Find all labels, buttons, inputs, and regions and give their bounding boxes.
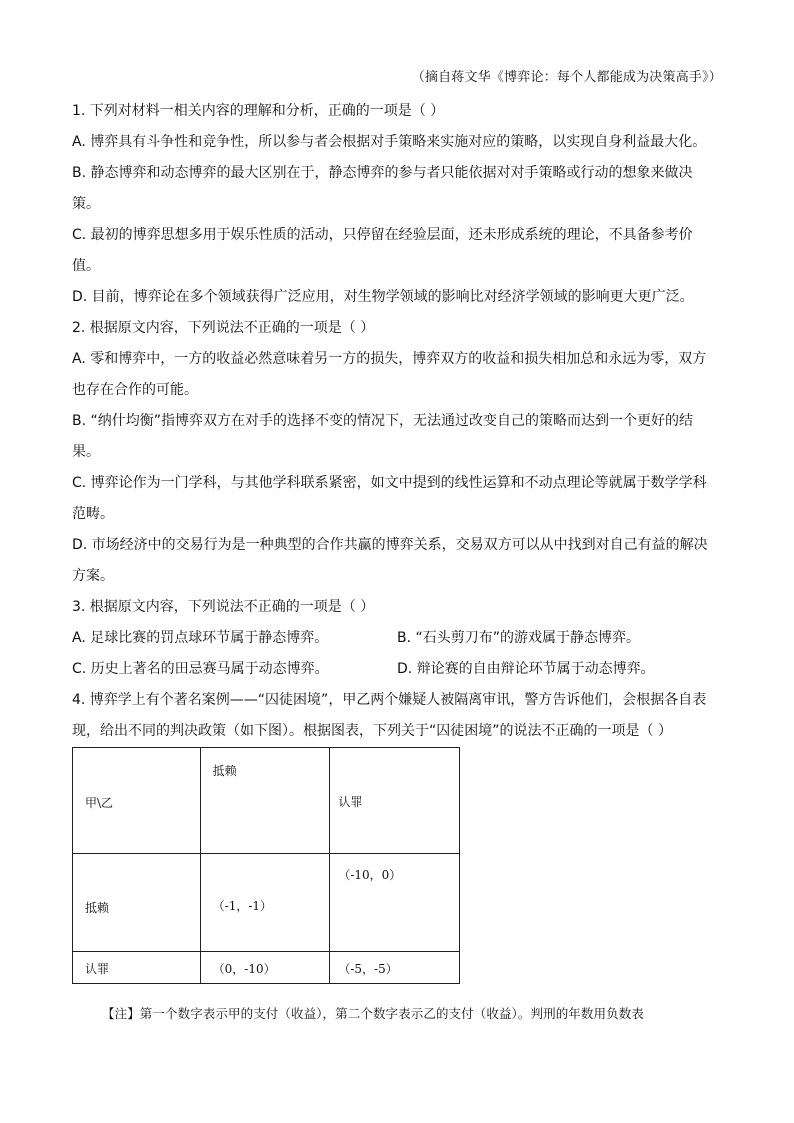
table-col-header-confess: [330, 748, 460, 854]
question-3-stem: 3. 根据原文内容，下列说法不正确的一项是（ ）: [72, 599, 375, 615]
question-1-option-b-line1: B. 静态博弈和动态博弈的最大区别在于，静态博弈的参与者只能依据对对手策略或行动的想象来做决: [72, 165, 693, 181]
table-row-label-confess: 认罪: [85, 962, 110, 976]
question-2-option-a-line1: A. 零和博弈中，一方的收益必然意味着另一方的损失，博弈双方的收益和损失相加总和永远为零，双方: [72, 351, 707, 367]
question-1-option-d: D. 目前，博弈论在多个领域获得广泛应用，对生物学领域的影响比对经济学领域的影响更大更广泛。: [72, 289, 694, 305]
table-corner-label: 甲\乙: [85, 796, 114, 810]
question-1-option-c-line1: C. 最初的博弈思想多用于娱乐性质的活动，只停留在经验层面，还未形成系统的理论，不具备参考价: [72, 227, 693, 243]
table-col-label-confess: 认罪: [338, 795, 363, 809]
question-content: [72, 96, 722, 747]
table-row-confess: [73, 952, 460, 984]
table-col-header-deny: [200, 748, 330, 854]
question-2-option-b-line1: B. “纳什均衡”指博弈双方在对手的选择不变的情况下，无法通过改变自己的策略而达到一个更好的结: [72, 413, 694, 429]
question-1-option-b-line2: 策。: [72, 196, 100, 212]
question-3-option-b: B. “石头剪刀布”的游戏属于静态博弈。: [397, 630, 641, 646]
question-2-stem: 2. 根据原文内容，下列说法不正确的一项是（ ）: [72, 320, 375, 336]
payoff-deny-deny: （-1，-1）: [212, 899, 273, 913]
table-row-header-confess: [73, 952, 201, 984]
table-col-label-deny: 抵赖: [212, 764, 237, 778]
question-2-option-b-line2: 果。: [72, 444, 100, 460]
question-1-option-c-line2: 值。: [72, 258, 100, 274]
question-4-stem-line1: 4. 博弈学上有个著名案例——“囚徒困境”，甲乙两个嫌疑人被隔离审讯，警方告诉他们，会根据各自表: [72, 692, 707, 708]
question-3-options-row2: [72, 654, 722, 685]
question-2-option-c-line2: 范畴。: [72, 506, 114, 522]
question-2-option-d-line2: 方案。: [72, 568, 114, 584]
table-row-header-deny: [73, 854, 201, 952]
question-2-option-a-line2: 也存在合作的可能。: [72, 382, 198, 398]
payoff-deny-confess: （-10，0）: [338, 868, 402, 882]
table-row-label-deny: 抵赖: [85, 901, 110, 915]
table-cell-deny-deny: [200, 854, 330, 952]
payoff-confess-deny: （0，-10）: [212, 962, 276, 976]
question-2-option-d-line1: D. 市场经济中的交易行为是一种典型的合作共赢的博弈关系，交易双方可以从中找到对自己有益的解决: [72, 537, 708, 553]
table-corner-cell: [73, 748, 201, 854]
question-1-stem: 1. 下列对材料一相关内容的理解和分析，正确的一项是（ ）: [72, 103, 445, 119]
question-3-option-c: C. 历史上著名的田忌赛马属于动态博弈。: [72, 661, 329, 677]
question-3-options-row1: [72, 623, 722, 654]
question-1-option-a: A. 博弈具有斗争性和竞争性，所以参与者会根据对手策略来实施对应的策略，以实现自身利益最大化。: [72, 134, 707, 150]
question-2-option-c-line1: C. 博弈论作为一门学科，与其他学科联系紧密，如文中提到的线性运算和不动点理论等就属于数学学科: [72, 475, 707, 491]
table-cell-confess-deny: [200, 952, 330, 984]
question-3-option-a: A. 足球比赛的罚点球环节属于静态博弈。: [72, 630, 329, 646]
table-cell-deny-confess: [330, 854, 460, 952]
table-row-deny: [73, 854, 460, 952]
table-header-row: [73, 748, 460, 854]
question-4-stem-line2: 现，给出不同的判决政策（如下图）。根据图表，下列关于“囚徒困境”的说法不正确的一项是（ ）: [72, 723, 672, 739]
table-footnote: 【注】第一个数字表示甲的支付（收益），第二个数字表示乙的支付（收益）。判刑的年数用负数表: [102, 1006, 644, 1021]
source-citation: （摘自蒋文华《博弈论：每个人都能成为决策高手》）: [411, 70, 722, 85]
table-cell-confess-confess: [330, 952, 460, 984]
payoff-confess-confess: （-5，-5）: [338, 962, 398, 976]
prisoners-dilemma-table: [72, 747, 460, 983]
question-3-option-d: D. 辩论赛的自由辩论环节属于动态博弈。: [397, 661, 655, 677]
